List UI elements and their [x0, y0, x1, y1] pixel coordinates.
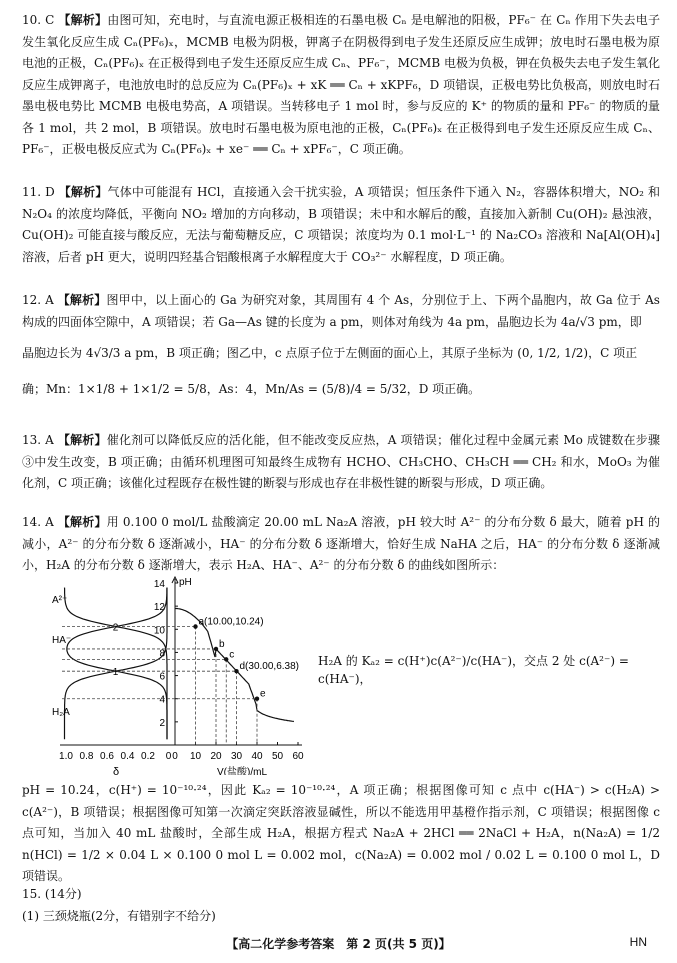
delta-tick-label: 1.0 — [59, 751, 73, 762]
point-d — [234, 669, 238, 673]
chart-svg — [52, 575, 310, 775]
q10-paragraph — [22, 10, 660, 161]
distribution-chart — [52, 575, 310, 775]
q11-tag: 【解析】 — [58, 185, 108, 199]
H2A-curve — [65, 588, 168, 740]
q11-number: 11. D — [22, 185, 55, 199]
point-b — [214, 647, 218, 651]
point-e — [255, 697, 259, 701]
q15-paragraph — [22, 884, 660, 927]
q12-tag: 【解析】 — [57, 293, 107, 307]
intersection-label: 2 — [112, 622, 119, 634]
point-label-e: e — [260, 688, 266, 700]
q12-number: 12. A — [22, 293, 54, 307]
y-tick-label: 12 — [153, 602, 165, 614]
x-tick-label: 60 — [292, 751, 304, 762]
q14-ka2-formula: H₂A 的 Kₐ₂ = c(H⁺)c(A²⁻)/c(HA⁻)，交点 2 处 c(A²⁻) = c(HA⁻)， — [318, 654, 629, 686]
footer-title: 【高二化学参考答案 第 2 页(共 5 页)】 — [226, 937, 451, 951]
x-tick-label: 50 — [271, 751, 284, 762]
intersection-label: 1 — [112, 667, 119, 679]
q12-line2: 晶胞边长为 4√3/3 a pm，B 项正确；图乙中，c 点原子位于左侧面的面心上，其原子坐标为 (0, 1/2, 1/2)，C 项正 — [22, 346, 638, 360]
series-label: A²⁻ — [52, 595, 68, 606]
point-label-c: c — [229, 649, 235, 661]
x-tick-label: 20 — [210, 751, 222, 762]
series-label: H₂A — [52, 707, 70, 718]
q13-text: 催化剂可以降低反应的活化能，但不能改变反应热，A 项错误；催化过程中金属元素 Mo 成键数在步骤③中发生改变，B 项正确；由循环机理图可知最终生成物有 HCHO、CH₃CHO、CH₃CH ══ CH₂ 和水，MoO₃ 为催化剂，C 项正确；该催化过程既存在极性键的断裂与形成也存在非极性键的断裂与形成，D 项正确。 — [22, 433, 660, 490]
delta-tick-label: 0.8 — [79, 751, 94, 762]
point-label-d: d(30.00,6.38) — [239, 661, 299, 673]
q13-paragraph — [22, 430, 660, 495]
y-tick-label: 10 — [153, 625, 165, 637]
q14-after-paragraph — [22, 780, 660, 888]
y-tick-label: 14 — [153, 579, 165, 590]
x-tick-label: 0 — [172, 751, 178, 762]
q13-tag: 【解析】 — [57, 433, 107, 447]
delta-tick-label: 0.6 — [100, 751, 114, 762]
point-a — [193, 624, 197, 628]
y-tick-label: 6 — [159, 671, 165, 683]
q14-after-text: pH = 10.24，c(H⁺) = 10⁻¹⁰·²⁴，因此 Kₐ₂ = 10⁻¹⁰·²⁴，A 项正确；根据图像可知 c 点中 c(HA⁻) > c(H₂A) > c(A²⁻)，B 项错误；根据图像可知第一次滴定突跃溶液显碱性，所以不能选用甲基橙作指示剂，C 项错误；根据图像 c 点可知，当加入 40 mL 盐酸时，全部生成 H₂A，根据方程式 Na₂A + 2HCl ══ 2NaCl + H₂A，n(Na₂A) = 1/2 n(HCl) = 1/2 × 0.04 L × 0.100 0 mol L = 0.002 mol，c(Na₂A) = 0.002 mol / 0.02 L = 0.100 0 mol L，D 项错误。 — [22, 783, 660, 883]
q14-number: 14. A — [22, 515, 54, 529]
x-tick-label: 30 — [230, 751, 243, 762]
q12-paragraph — [22, 290, 660, 400]
y-tick-label: 2 — [159, 717, 165, 729]
q12-line1: 图甲中，以上面心的 Ga 为研究对象，其周围有 4 个 As，分别位于上、下两个晶胞内，故 Ga 位于 As 构成的四面体空隙中，A 项错误；若 Ga—As 键的长度为 a pm，则体对角线为 4a pm，晶胞边长为 4a/√3 pm，即 — [22, 293, 660, 329]
point-c — [224, 657, 228, 661]
series-label: HA⁻ — [52, 635, 72, 646]
x-axis-label: V(盐酸)/mL — [217, 767, 267, 775]
y-axis-label: pH — [179, 577, 192, 588]
x-tick-label: 40 — [251, 751, 263, 762]
q10-tag: 【解析】 — [58, 13, 108, 27]
point-label-b: b — [219, 638, 225, 650]
chart-axes — [59, 577, 304, 775]
q14-text: 用 0.100 0 mol/L 盐酸滴定 20.00 mL Na₂A 溶液，pH 较大时 A²⁻ 的分布分数 δ 最大，随着 pH 的减小，A²⁻ 的分布分数 δ 逐渐减小，HA⁻ 的分布分数 δ 逐渐增大，恰好生成 NaHA 之后，HA⁻ 的分布分数 δ 逐渐减小，H₂A 的分布分数 δ 逐渐增大，表示 H₂A、HA⁻、A²⁻ 的分布分数 δ 的曲线如图所示： — [22, 515, 660, 572]
delta-tick-label: 0.2 — [141, 751, 155, 762]
x-tick-label: 10 — [189, 751, 202, 762]
q11-paragraph — [22, 182, 660, 268]
HA-curve — [67, 588, 167, 740]
q10-text: 由图可知，充电时，与直流电源正极相连的石墨电极 Cₙ 是电解池的阳极，PF₆⁻ 在 Cₙ 作用下失去电子发生氧化反应生成 Cₙ(PF₆)ₓ，MCMB 电极为阴极，钾离子在阴极得到电子发生还原反应生成钾；放电时石墨电极为原电池的正极，Cₙ(PF₆)ₓ 在正极得到电子发生还原反应生成 Cₙ、PF₆⁻，MCMB 电极为负极，钾在负极失去电子发生氧化反应生成钾离子，电池放电时的总反应为 Cₙ(PF₆)ₓ + xK ══ Cₙ + xKPF₆，D 项错误，正极电势比负极高，则放电时石墨电极电势比 MCMB 电极电势高，A 项错误。当转移电子 1 mol 时，参与反应的 K⁺ 的物质的量和 PF₆⁻ 的物质的量各 1 mol，共 2 mol，B 项错误。放电时石墨电极为原电池的正极，Cₙ(PF₆)ₓ 在正极得到电子发生还原反应生成 Cₙ、PF₆⁻，正极电极反应式为 Cₙ(PF₆)ₓ + xe⁻ ══ Cₙ + xPF₆⁻，C 项正确。 — [22, 13, 660, 156]
A2-curve — [65, 588, 168, 740]
q14-tag: 【解析】 — [57, 515, 107, 529]
q12-line3: 确；Mn：1×1/8 + 1×1/2 = 5/8，As：4，Mn/As = (5/8)/4 = 5/32，D 项正确。 — [22, 381, 481, 396]
page-footer — [0, 935, 677, 952]
delta-tick-label: 0 — [165, 751, 172, 762]
q15-part1: (1) 三颈烧瓶(2分，有错别字不给分) — [22, 908, 216, 923]
delta-tick-label: 0.4 — [120, 751, 135, 762]
y-tick-label: 8 — [159, 648, 165, 660]
q13-number: 13. A — [22, 433, 54, 447]
delta-axis-label: δ — [112, 766, 120, 775]
point-label-a: a(10.00,10.24) — [198, 616, 264, 628]
q14-paragraph — [22, 512, 660, 577]
y-tick-label: 4 — [159, 694, 165, 706]
q15-number: 15. (14分) — [22, 887, 82, 901]
footer-code: HN — [629, 935, 647, 949]
q11-text: 气体中可能混有 HCl，直接通入会干扰实验，A 项错误；恒压条件下通入 N₂，容器体积增大，NO₂ 和 N₂O₄ 的浓度均降低，平衡向 NO₂ 增加的方向移动，B 项错误；未中和水解后的酸，直接加入新制 Cu(OH)₂ 悬浊液，Cu(OH)₂ 可能直接与酸反应，无法与葡萄糖反应，C 项错误；浓度均为 0.1 mol·L⁻¹ 的 Na₂CO₃ 溶液和 Na[Al(OH)₄] 溶液，后者 pH 更大，说明四羟基合铝酸根离子水解程度大于 CO₃²⁻ 水解程度，D 项正确。 — [22, 185, 660, 264]
q10-number: 10. C — [22, 13, 55, 27]
